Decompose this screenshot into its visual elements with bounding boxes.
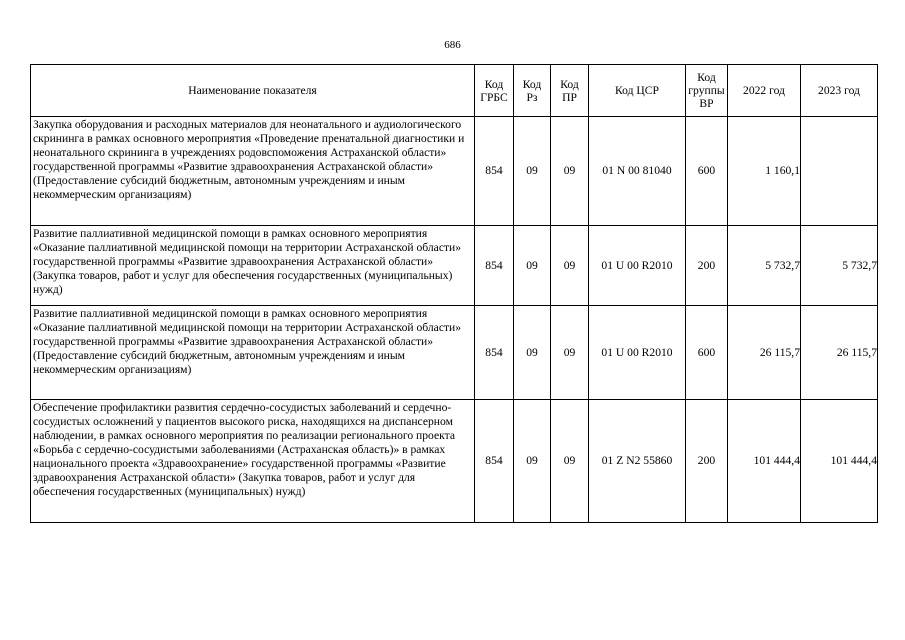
table-row <box>31 400 878 523</box>
row-rz: 09 <box>514 306 551 400</box>
header-pr: Код ПР <box>551 65 589 117</box>
header-csr: Код ЦСР <box>589 65 686 117</box>
row-name: Развитие паллиативной медицинской помощи в рамках основного мероприятия «Оказание паллиативной медицинской помощи на территории Астраханской области» государственной программы «Развитие здравоохранения Астраханской области» (Закупка товаров, работ и услуг для обеспечения государственных (муниципальных) нужд) <box>31 226 475 306</box>
row-rz: 09 <box>514 400 551 523</box>
header-name: Наименование показателя <box>31 65 475 117</box>
row-pr: 09 <box>551 226 589 306</box>
header-2022: 2022 год <box>728 65 801 117</box>
table-row <box>31 117 878 226</box>
row-grbs: 854 <box>475 306 514 400</box>
row-pr: 09 <box>551 306 589 400</box>
row-rz: 09 <box>514 226 551 306</box>
row-csr: 01 U 00 R2010 <box>589 226 686 306</box>
row-csr: 01 U 00 R2010 <box>589 306 686 400</box>
header-grbs: Код ГРБС <box>475 65 514 117</box>
row-vr: 200 <box>686 400 728 523</box>
row-csr: 01 Z N2 55860 <box>589 400 686 523</box>
table-header-row <box>31 65 878 117</box>
page-number: 686 <box>444 39 461 51</box>
row-grbs: 854 <box>475 400 514 523</box>
row-rz: 09 <box>514 117 551 226</box>
row-csr: 01 N 00 81040 <box>589 117 686 226</box>
row-pr: 09 <box>551 400 589 523</box>
row-amount-2023 <box>801 117 878 226</box>
row-vr: 600 <box>686 117 728 226</box>
row-name: Закупка оборудования и расходных материалов для неонатального и аудиологического скрининга в рамках основного мероприятия «Проведение пренатальной диагностики и неонатального скрининга в учреждениях родовспоможения Астраханской области» государственной программы «Развитие здравоохранения Астраханской области» (Предоставление субсидий бюджетным, автономным учреждениям и иным некоммерческим организациям) <box>31 117 475 226</box>
row-amount-2023: 101 444,4 <box>801 400 878 523</box>
table-row <box>31 306 878 400</box>
row-vr: 200 <box>686 226 728 306</box>
budget-table <box>30 64 878 523</box>
table-row <box>31 226 878 306</box>
row-grbs: 854 <box>475 226 514 306</box>
row-amount-2022: 5 732,7 <box>728 226 801 306</box>
row-amount-2022: 101 444,4 <box>728 400 801 523</box>
row-amount-2022: 1 160,1 <box>728 117 801 226</box>
header-vr: Код группы ВР <box>686 65 728 117</box>
row-amount-2023: 5 732,7 <box>801 226 878 306</box>
row-pr: 09 <box>551 117 589 226</box>
row-vr: 600 <box>686 306 728 400</box>
row-amount-2023: 26 115,7 <box>801 306 878 400</box>
row-grbs: 854 <box>475 117 514 226</box>
row-name: Развитие паллиативной медицинской помощи в рамках основного мероприятия «Оказание паллиативной медицинской помощи на территории Астраханской области» государственной программы «Развитие здравоохранения Астраханской области» (Предоставление субсидий бюджетным, автономным учреждениям и иным некоммерческим организациям) <box>31 306 475 400</box>
row-name: Обеспечение профилактики развития сердечно-сосудистых заболеваний и сердечно-сосудистых осложнений у пациентов высокого риска, находящихся на диспансерном наблюдении, в рамках основного мероприятия по реализации регионального проекта «Борьба с сердечно-сосудистыми заболеваниями (Астраханская область)» в рамках национального проекта «Здравоохранение» государственной программы «Развитие здравоохранения Астраханской области» (Закупка товаров, работ и услуг для обеспечения государственных (муниципальных) нужд) <box>31 400 475 523</box>
header-2023: 2023 год <box>801 65 878 117</box>
row-amount-2022: 26 115,7 <box>728 306 801 400</box>
header-rz: Код Рз <box>514 65 551 117</box>
